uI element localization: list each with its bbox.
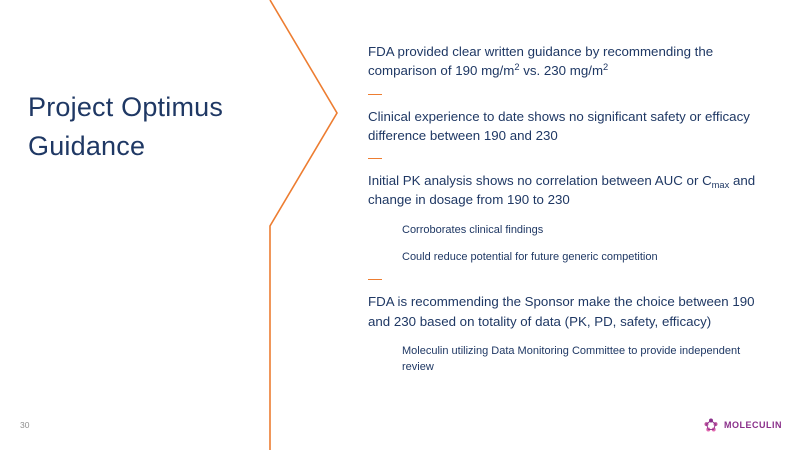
bullet-text: FDA provided clear written guidance by recommending the comparison of 190 mg/m	[368, 44, 714, 79]
divider	[368, 279, 382, 280]
bullet-item	[368, 292, 768, 331]
content-column	[368, 42, 768, 387]
bullet-text: Moleculin utilizing Data Monitoring Committee to provide independent review	[402, 345, 741, 373]
bullet-text-middle: and change in dosage from 190 to 230	[368, 173, 756, 208]
bullet-text: Could reduce potential for future generic competition	[402, 250, 658, 263]
subscript: max	[711, 180, 730, 191]
page-number: 30	[20, 420, 30, 430]
molecule-icon	[702, 416, 720, 434]
superscript: 2	[514, 62, 520, 73]
bullet-text: FDA is recommending the Sponsor make the choice between 190 and 230 based on totality of data (PK, PD, safety, efficacy)	[368, 294, 755, 329]
chevron-decoration	[0, 0, 350, 450]
bullet-item	[368, 42, 768, 81]
bullet-text: Initial PK analysis shows no correlation between AUC or C	[368, 173, 712, 189]
company-logo	[702, 416, 782, 434]
bullet-text: Clinical experience to date shows no significant safety or efficacy difference between 190 and 230	[368, 108, 750, 143]
divider	[368, 158, 382, 159]
bullet-text: Corroborates clinical findings	[402, 223, 544, 236]
divider	[368, 94, 382, 95]
sub-bullet-item	[402, 250, 768, 266]
sub-bullet-item	[402, 223, 768, 239]
superscript: 2	[603, 62, 609, 73]
page-title: Project Optimus Guidance	[28, 92, 224, 162]
bullet-item	[368, 171, 768, 210]
sub-bullet-item	[402, 344, 768, 376]
bullet-item	[368, 107, 768, 146]
bullet-text-middle: vs. 230 mg/m	[519, 63, 604, 79]
logo-text: MOLECULIN	[724, 420, 782, 430]
